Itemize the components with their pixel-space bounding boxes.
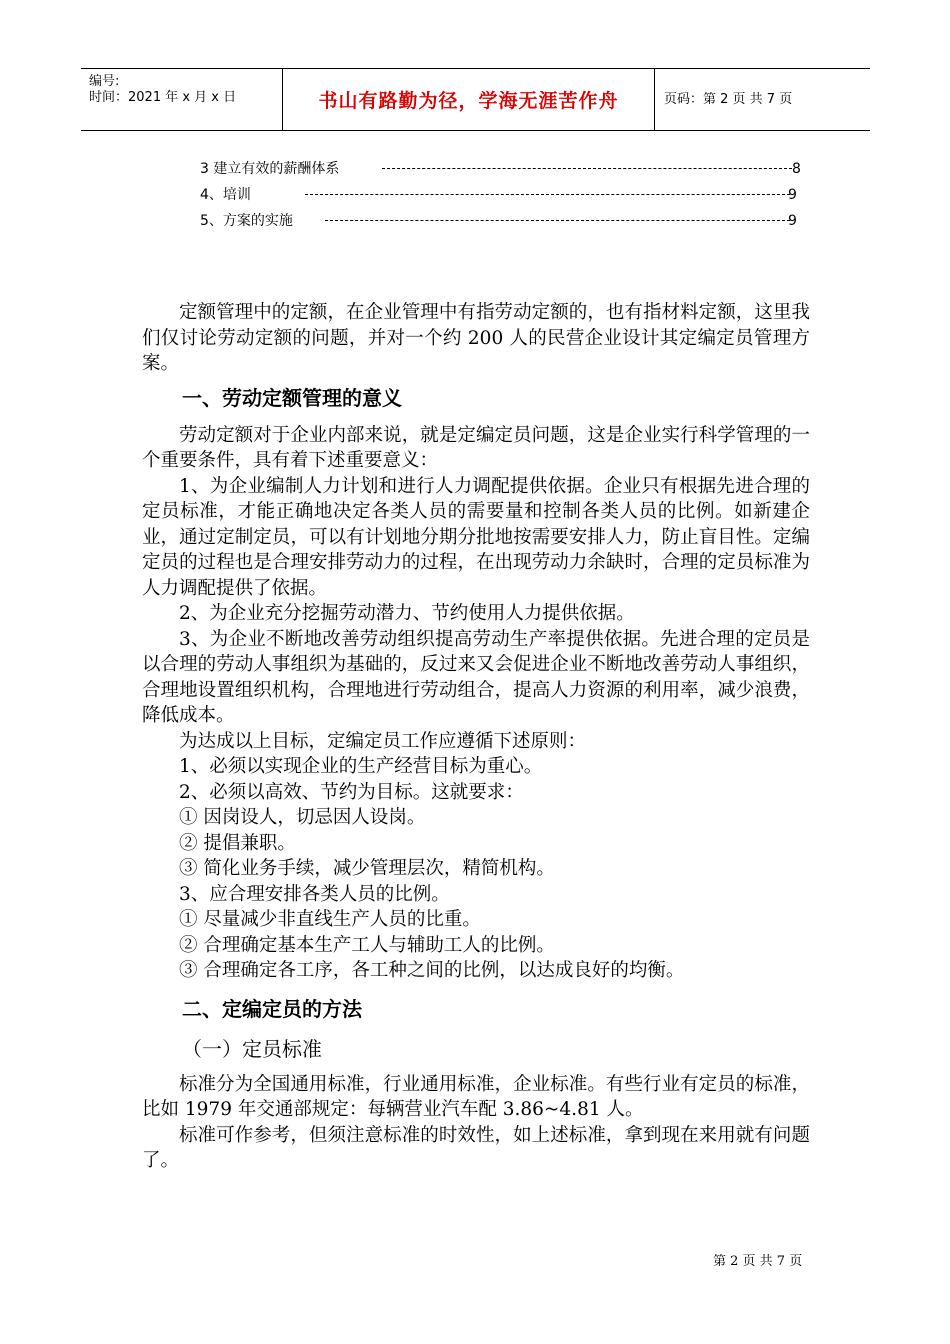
serial-label: 编号: [89,74,120,89]
paragraph: 1、为企业编制人力计划和进行人力调配提供依据。企业只有根据先进合理的定员标准，才能正确地决定各类人员的需要量和控制各类人员的比例。如新建企业，通过定制定员，可以有计划地分期分批地按需要安排人力，防止盲目性。定编定员的过程也是合理安排劳动力的过程，在出现劳动力余缺时，合理的定员标准为人力调配提供了依据。 [142,475,810,599]
motto-text: 书山有路勤为径，学海无涯苦作舟 [318,90,619,112]
paragraph: 标准可作参考，但须注意标准的时效性，如上述标准，拿到现在来用就有问题了。 [142,1124,810,1171]
list-item: ② 合理确定基本生产工人与辅助工人的比例。 [179,934,555,956]
list-item: ③ 简化业务手续，减少管理层次，精简机构。 [179,858,555,879]
paragraph: 标准分为全国通用标准，行业通用标准，企业标准。有些行业有定员的标准，比如 1979 年交通部规定：每辆营业汽车配 3.86~4.81 人。 [142,1073,810,1120]
table-of-contents [200,156,800,234]
list-item: ③ 合理确定各工序，各工种之间的比例，以达成良好的均衡。 [179,960,685,981]
document-header [81,68,870,131]
list-item: 1、必须以实现企业的生产经营目标为重心。 [179,756,543,777]
motto-cell [282,69,655,130]
section-heading: 二、定编定员的方法 [182,996,362,1021]
toc-entry-page: 8 [792,161,801,177]
toc-entry[interactable] [200,156,800,182]
list-item: ② 提倡兼职。 [179,832,296,854]
header-meta-cell [81,69,282,130]
intro-paragraph: 定额管理中的定额，在企业管理中有指劳动定额的，也有指材料定额，这里我们仅讨论劳动定额的问题，并对一个约 200 人的民营企业设计其定编定员管理方案。 [142,302,810,374]
toc-entry-page: 9 [788,187,797,203]
toc-entry-title: 3 建立有效的薪酬体系 [200,156,341,182]
paragraph: 为达成以上目标，定编定员工作应遵循下述原则： [179,730,587,752]
list-item: 2、必须以高效、节约为目标。这就要求： [179,781,524,803]
document-body [142,300,810,1174]
list-item: ① 尽量减少非直线生产人员的比重。 [179,909,481,930]
subsection-heading: （一）定员标准 [182,1036,322,1061]
page-footer: 第 2 页 共 7 页 [713,1254,803,1269]
time-label: 时间：2021 年 x 月 x 日 [89,90,237,105]
page-cell [654,69,870,130]
paragraph: 劳动定额对于企业内部来说，就是定编定员问题，这是企业实行科学管理的一个重要条件，具有着下述重要意义： [142,424,810,471]
page-label: 页码：第 2 页 共 7 页 [664,92,793,107]
toc-entry[interactable] [200,208,800,234]
paragraph: 3、为企业不断地改善劳动组织提高劳动生产率提供依据。先进合理的定员是以合理的劳动人事组织为基础的，反过来又会促进企业不断地改善劳动人事组织，合理地设置组织机构，合理地进行劳动组合，提高人力资源的利用率，减少浪费，降低成本。 [142,628,810,726]
toc-entry-page: 9 [788,213,797,229]
paragraph: 2、为企业充分挖掘劳动潜力、节约使用人力提供依据。 [179,603,635,624]
section-heading: 一、劳动定额管理的意义 [182,385,402,410]
toc-entry-title: 5、方案的实施 [200,208,295,234]
list-item: ① 因岗设人，切忌因人设岗。 [179,807,426,828]
list-item: 3、应合理安排各类人员的比例。 [179,883,450,905]
toc-entry-title: 4、培训 [200,182,253,208]
toc-entry[interactable] [200,182,800,208]
